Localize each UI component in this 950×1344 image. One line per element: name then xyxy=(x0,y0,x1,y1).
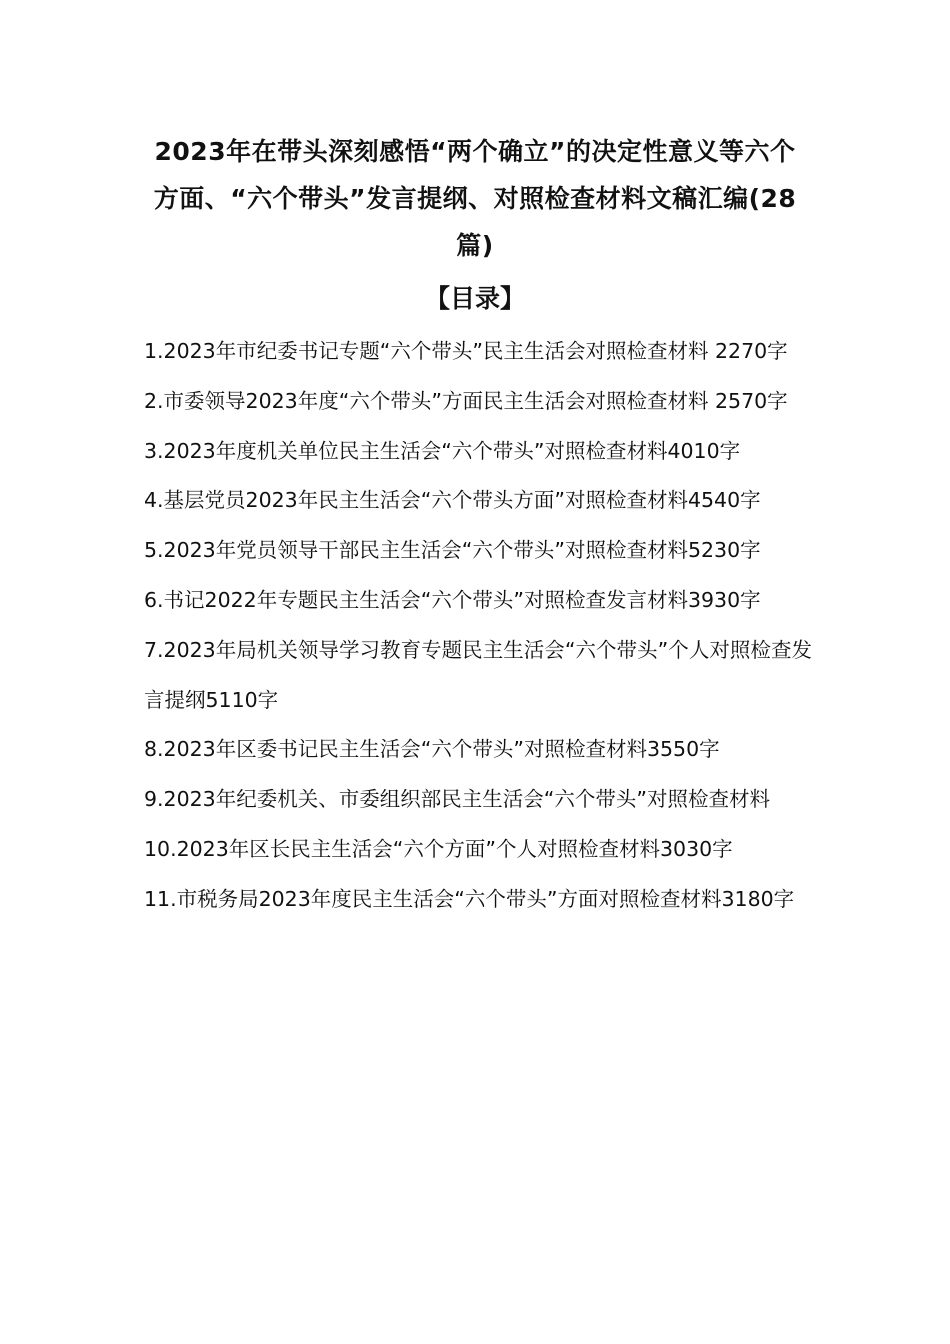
toc-item-2: 2.市委领导2023年度“六个带头”方面民主生活会对照检查材料 2570字 xyxy=(144,388,788,413)
toc-heading: 【目录】 xyxy=(424,284,525,313)
title-line-1: 2023年在带头深刻感悟“两个确立”的决定性意义等六个 xyxy=(154,137,796,166)
toc-item-5: 5.2023年党员领导干部民主生活会“六个带头”对照检查材料5230字 xyxy=(144,538,761,563)
toc-item-11: 11.市税务局2023年度民主生活会“六个带头”方面对照检查材料3180字 xyxy=(144,886,795,911)
title-line-3: 篇) xyxy=(456,231,494,260)
toc-item-9: 9.2023年纪委机关、市委组织部民主生活会“六个带头”对照检查材料 xyxy=(144,787,770,812)
table-of-contents xyxy=(144,327,812,925)
toc-item-1: 1.2023年市纪委书记专题“六个带头”民主生活会对照检查材料 2270字 xyxy=(144,339,788,363)
toc-item-10: 10.2023年区长民主生活会“六个方面”个人对照检查材料3030字 xyxy=(144,836,733,861)
toc-item-6: 6.书记2022年专题民主生活会“六个带头”对照检查发言材料3930字 xyxy=(144,587,761,612)
toc-item-7: 7.2023年局机关领导学习教育专题民主生活会“六个带头”个人对照检查发言提纲5110字 xyxy=(144,637,812,712)
toc-item-4: 4.基层党员2023年民主生活会“六个带头方面”对照检查材料4540字 xyxy=(144,488,761,513)
toc-item-3: 3.2023年度机关单位民主生活会“六个带头”对照检查材料4010字 xyxy=(144,438,741,463)
document-title xyxy=(140,128,810,269)
toc-item-8: 8.2023年区委书记民主生活会“六个带头”对照检查材料3550字 xyxy=(144,737,720,762)
title-line-2: 方面、“六个带头”发言提纲、对照检查材料文稿汇编(28 xyxy=(153,184,797,213)
